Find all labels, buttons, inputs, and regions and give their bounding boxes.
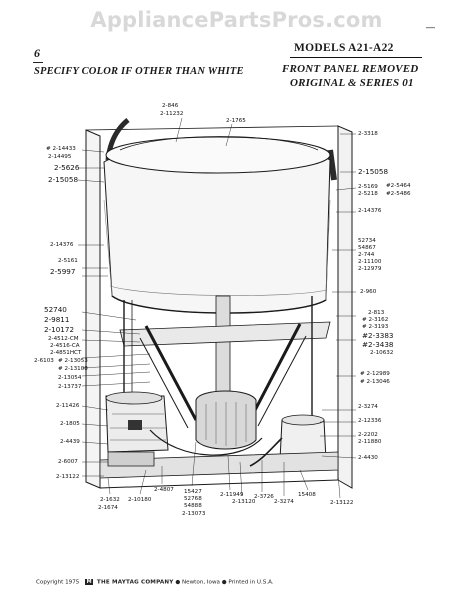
callout-2-3318: 2-3318 <box>358 131 378 137</box>
callout-54888: 54888 <box>184 503 202 509</box>
footer <box>36 579 274 586</box>
callout-2-813: 2-813 <box>368 310 385 316</box>
callout-2-14376-right: 2-14376 <box>358 208 382 214</box>
callout-2-13737: 2-13737 <box>58 384 82 390</box>
callout-2-11232: 2-11232 <box>160 111 184 117</box>
callout-2-2202: 2-2202 <box>358 432 378 438</box>
location-text: ● Newton, Iowa ● Printed in U.S.A. <box>175 579 274 586</box>
callout-2-3438: #2-3438 <box>362 340 394 349</box>
callout-2-4807: 2-4807 <box>154 487 174 493</box>
callout-2-3193: # 2-3193 <box>362 324 389 330</box>
callout-2-5486: #2-5486 <box>386 191 411 197</box>
front-panel-title: FRONT PANEL REMOVED <box>282 63 419 75</box>
copyright-text: Copyright 1975 <box>36 579 80 586</box>
callout-2-10180: 2-10180 <box>128 497 152 503</box>
callout-2-13046: # 2-13046 <box>360 379 390 385</box>
callout-2-10632: 2-10632 <box>370 350 394 356</box>
watermark: AppliancePartsPros.com <box>90 8 383 32</box>
callout-2-11426: 2-11426 <box>56 403 80 409</box>
callout-2-846: 2-846 <box>162 103 179 109</box>
callout-2-1765: 2-1765 <box>226 118 246 124</box>
callout-2-13100: # 2-13100 <box>58 366 88 372</box>
callout-2-13053: # 2-13053 <box>58 358 88 364</box>
callout-2-1674: 2-1674 <box>98 505 118 511</box>
callout-15427: 15427 <box>184 489 202 495</box>
callout-2-960: 2-960 <box>360 289 377 295</box>
callout-2-5626: 2-5626 <box>54 163 80 172</box>
callout-2-13054: 2-13054 <box>58 375 82 381</box>
callout-2-3162: # 2-3162 <box>362 317 389 323</box>
callout-2-5218: 2-5218 <box>358 191 378 197</box>
callout-2-12336: 2-12336 <box>358 418 382 424</box>
callout-2-5161: 2-5161 <box>58 258 78 264</box>
callout-2-3274-right: 2-3274 <box>358 404 378 410</box>
maytag-logo: M <box>86 579 92 585</box>
cabinet-left-wall <box>86 130 100 488</box>
callout-2-744: 2-744 <box>358 252 375 258</box>
series-title: ORIGINAL & SERIES 01 <box>290 77 414 89</box>
callout-2-4516-ca: 2-4516-CA <box>50 343 80 349</box>
callout-2-5997: 2-5997 <box>50 267 76 276</box>
callout-52740: 52740 <box>44 305 67 314</box>
callout-2-4512-cm: 2-4512-CM <box>48 336 79 342</box>
callout-2-12979: 2-12979 <box>358 266 382 272</box>
specify-color-note: SPECIFY COLOR IF OTHER THAN WHITE <box>34 66 244 77</box>
callout-2-11949: 2-11949 <box>220 492 244 498</box>
callout-2-15058-right: 2-15058 <box>358 167 389 176</box>
callout-2-15058-left: 2-15058 <box>48 175 79 184</box>
callout-2-1805: 2-1805 <box>60 421 80 427</box>
callout-2-13122-left: 2-13122 <box>56 474 80 480</box>
callout-52734: 52734 <box>358 238 376 244</box>
callout-2-11100: 2-11100 <box>358 259 382 265</box>
tub-rim <box>106 137 330 173</box>
corner-mark: — <box>426 22 435 32</box>
callout-2-13073: 2-13073 <box>182 511 206 517</box>
callout-2-4851hct: 2-4851HCT <box>50 350 82 356</box>
callout-54867: 54867 <box>358 245 376 251</box>
callout-2-6007: 2-6007 <box>58 459 78 465</box>
callout-2-3383: #2-3383 <box>362 331 394 340</box>
models-title: MODELS A21-A22 <box>294 42 394 54</box>
cabinet-right-wall <box>338 126 352 488</box>
callout-15408: 15408 <box>298 492 316 498</box>
callout-2-12989: # 2-12989 <box>360 371 390 377</box>
callout-2-3726: 2-3726 <box>254 494 274 500</box>
callout-2-1632: 2-1632 <box>100 497 120 503</box>
callout-2-4439: 2-4439 <box>60 439 80 445</box>
page-number: 6 <box>34 46 40 60</box>
callout-2-14376-left: 2-14376 <box>50 242 74 248</box>
callout-2-13122-bottom: 2-13122 <box>330 500 354 506</box>
callout-2-14495: 2-14495 <box>48 154 72 160</box>
callout-52768: 52768 <box>184 496 202 502</box>
company-name: THE MAYTAG COMPANY <box>96 579 174 586</box>
callout-2-5464: #2-5464 <box>386 183 411 189</box>
callout-2-9811: 2-9811 <box>44 315 70 324</box>
callout-2-10172: 2-10172 <box>44 325 75 334</box>
callout-2-4430: 2-4430 <box>358 455 378 461</box>
callout-2-6103: 2-6103 <box>34 358 54 364</box>
callout-2-5169: 2-5169 <box>358 184 378 190</box>
agitator-shaft <box>216 296 230 400</box>
callout-2-11880: 2-11880 <box>358 439 382 445</box>
lid-hinge-right <box>330 150 334 180</box>
callout-2-3274-bottom: 2-3274 <box>274 499 294 505</box>
callout-2-14433: # 2-14433 <box>46 146 76 152</box>
callout-2-13120: 2-13120 <box>232 499 256 505</box>
